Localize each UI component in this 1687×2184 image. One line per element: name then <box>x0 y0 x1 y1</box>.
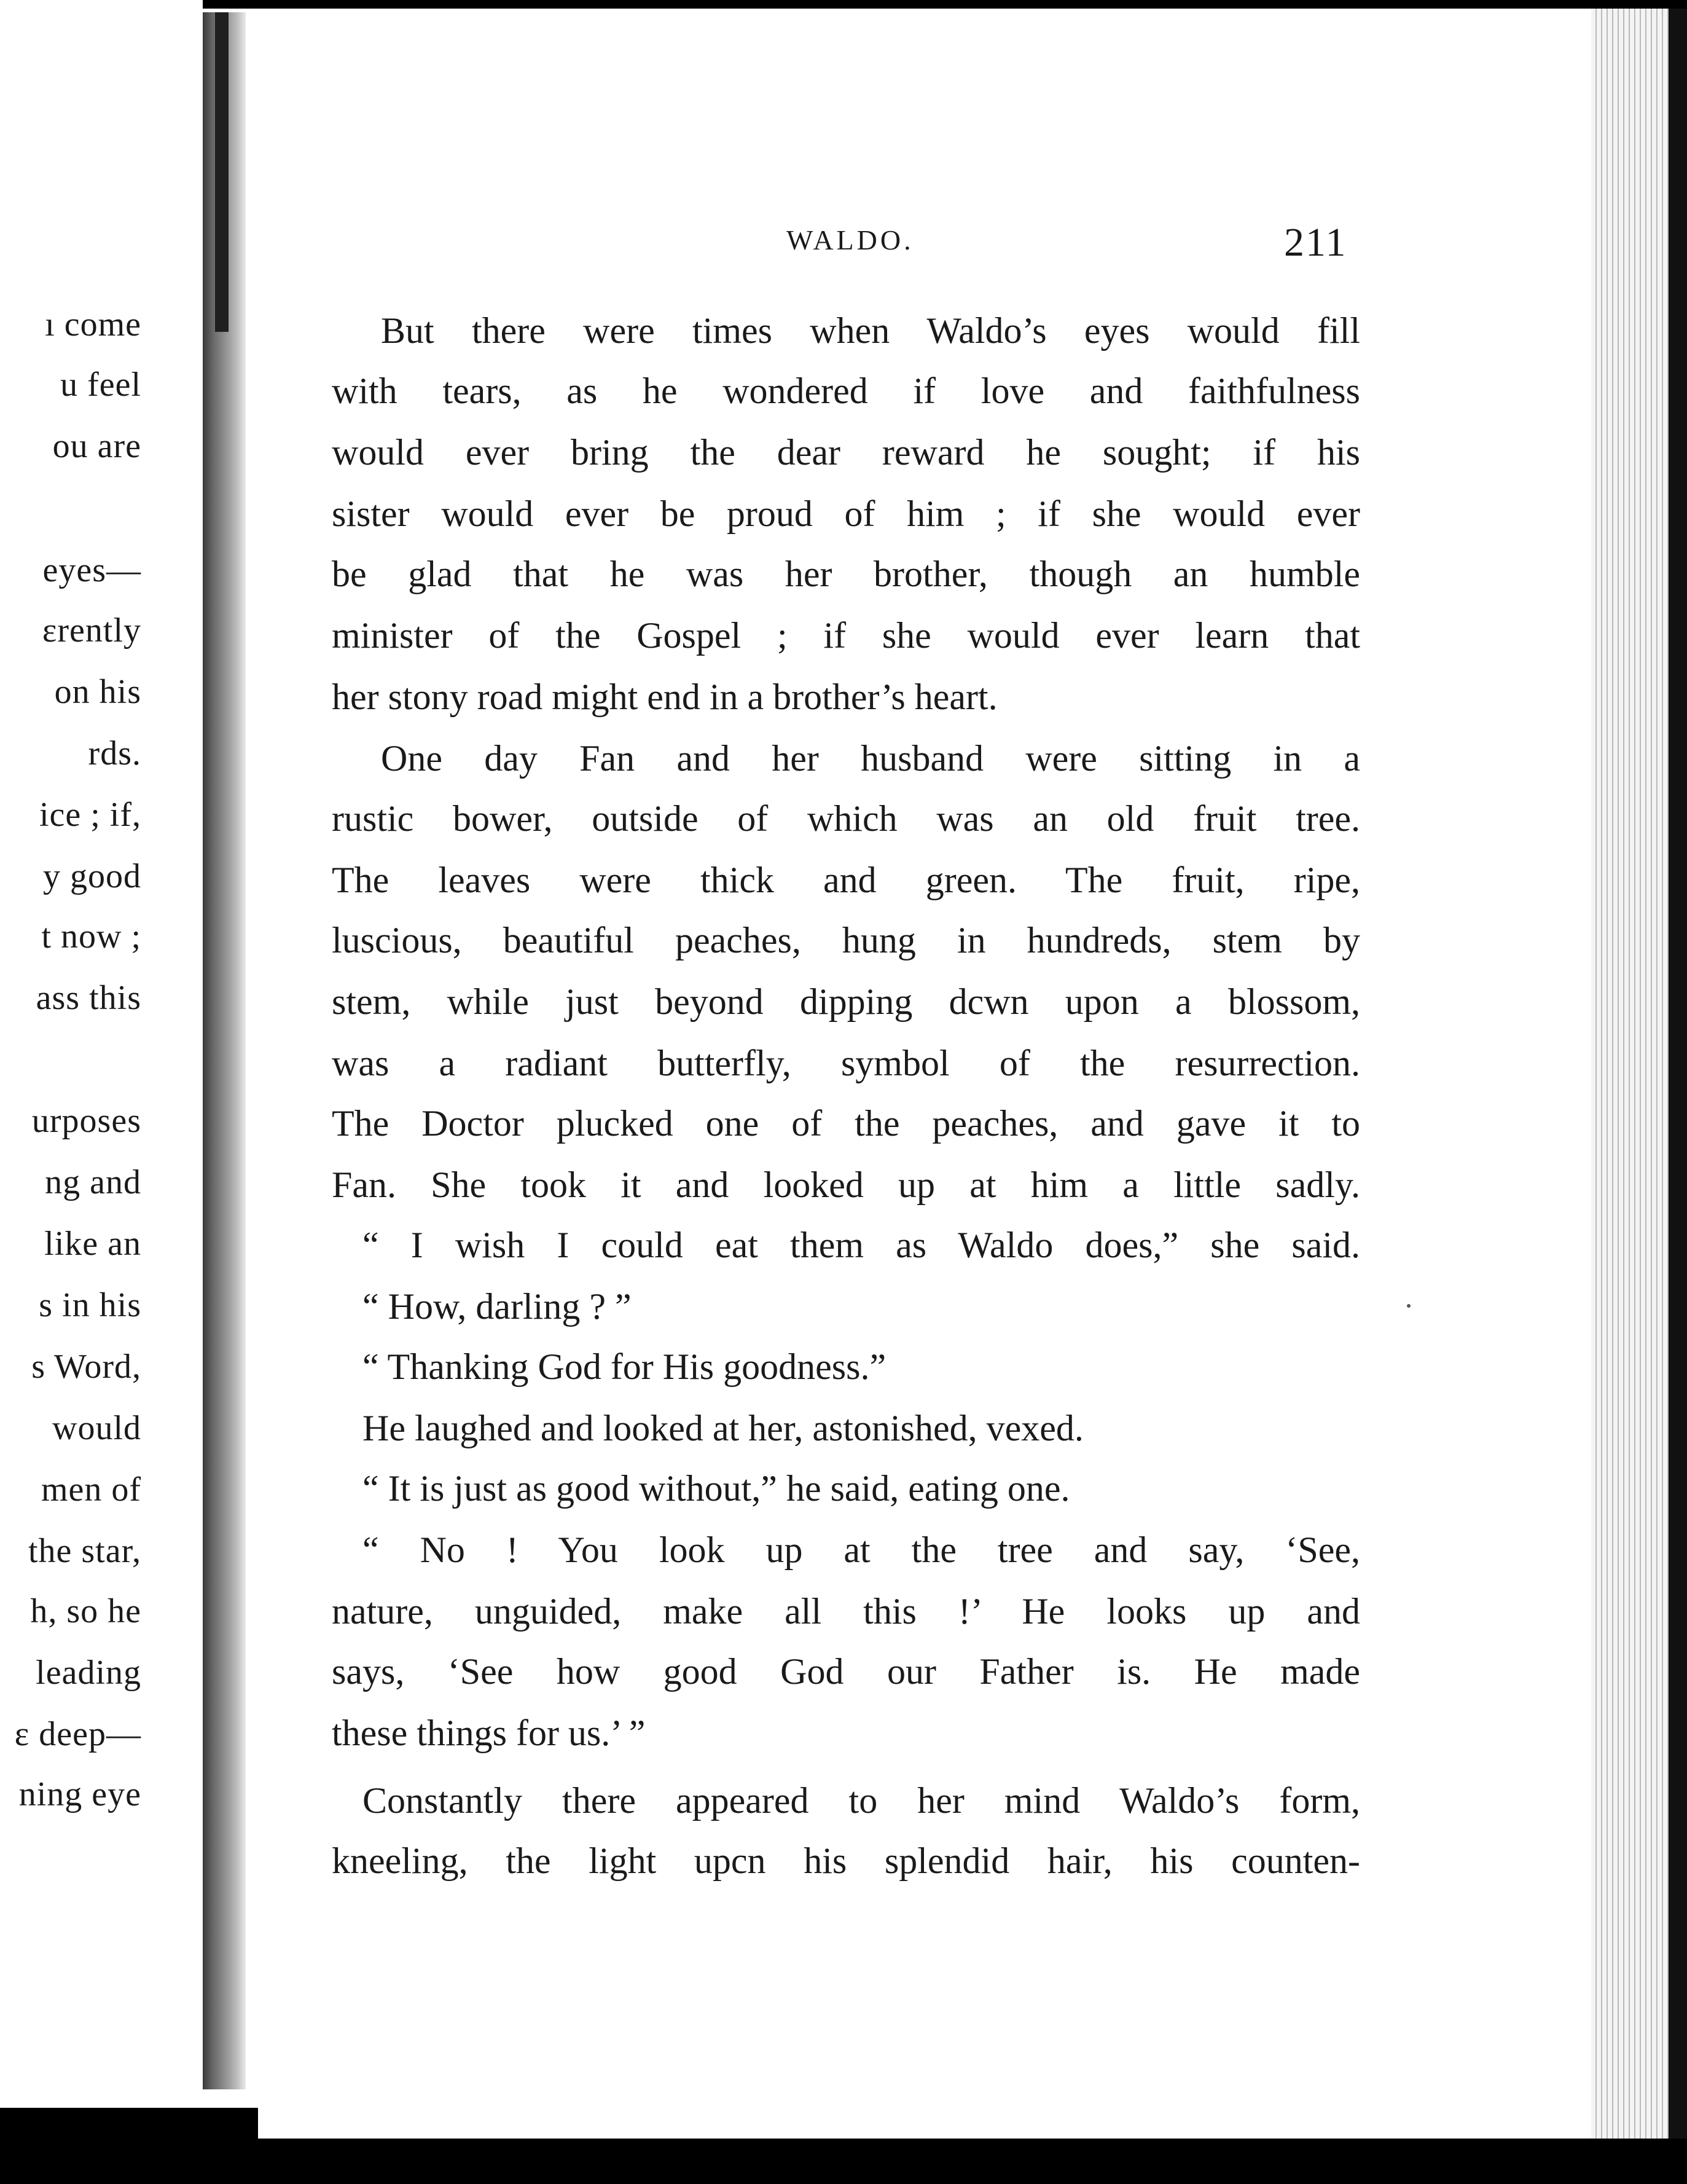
body-line: “ It is just as good without,” he said, eating one. <box>362 1468 1070 1509</box>
body-line: says, ‘See how good God our Father is. He made <box>332 1651 1360 1692</box>
left-page-line: t now ; <box>41 917 141 956</box>
previous-page-fragment <box>0 0 203 2184</box>
left-page-line: rds. <box>88 734 141 772</box>
left-page-line: ɛ deep— <box>14 1715 141 1753</box>
left-page-line: the star, <box>28 1532 141 1570</box>
body-line: be glad that he was her brother, though an humble <box>332 554 1360 594</box>
left-page-line: would <box>52 1409 141 1447</box>
left-page-line: ng and <box>45 1163 141 1201</box>
page-number: 211 <box>1284 220 1347 265</box>
left-page-line: ning eye <box>18 1775 141 1813</box>
body-line: One day Fan and her husband were sitting in a <box>381 738 1360 779</box>
left-page-line: men of <box>41 1471 141 1509</box>
left-page-line: ɛrently <box>42 611 141 650</box>
left-page-line: h, so he <box>30 1592 141 1630</box>
left-page-line: on his <box>54 673 141 711</box>
left-page-line: ou are <box>52 427 141 465</box>
left-page-line: leading <box>36 1654 141 1692</box>
body-line: kneeling, the light upcn his splendid hair, his counten- <box>332 1840 1360 1881</box>
body-line: was a radiant butterfly, symbol of the resurrection. <box>332 1043 1360 1083</box>
body-line: with tears, as he wondered if love and faithfulness <box>332 371 1360 411</box>
body-line: nature, unguided, make all this !’ He looks up and <box>332 1591 1360 1632</box>
running-head: WALDO. <box>786 224 914 256</box>
scan-bottom-left-shadow <box>0 2108 258 2139</box>
left-page-line: ass this <box>36 979 141 1017</box>
left-page-line: y good <box>43 857 141 895</box>
body-line: her stony road might end in a brother’s heart. <box>332 677 998 717</box>
body-line: rustic bower, outside of which was an old fruit tree. <box>332 798 1360 839</box>
left-page-line: ice ; if, <box>39 796 141 834</box>
body-line: stem, while just beyond dipping dcwn upon a blossom, <box>332 981 1360 1022</box>
body-line: sister would ever be proud of him ; if she would ever <box>332 493 1360 534</box>
body-line: these things for us.’ ” <box>332 1713 646 1753</box>
body-line: But there were times when Waldo’s eyes would fill <box>381 310 1360 351</box>
left-page-line: u feel <box>60 366 141 404</box>
scan-right-border <box>1669 9 1687 2139</box>
scan-speck <box>1407 1304 1411 1308</box>
body-line: “ I wish I could eat them as Waldo does,” she said. <box>362 1225 1360 1265</box>
body-line: The Doctor plucked one of the peaches, and gave it to <box>332 1103 1360 1144</box>
scan-bottom-border <box>0 2139 1687 2184</box>
body-line: “ No ! You look up at the tree and say, ‘See, <box>362 1530 1360 1570</box>
body-line: He laughed and looked at her, astonished, vexed. <box>362 1408 1084 1448</box>
book-gutter-dark-band <box>215 12 229 332</box>
left-page-line: s in his <box>39 1286 141 1324</box>
body-line: luscious, beautiful peaches, hung in hundreds, stem by <box>332 920 1360 960</box>
body-line: would ever bring the dear reward he sought; if his <box>332 432 1360 473</box>
left-page-line: s Word, <box>31 1348 141 1386</box>
body-line: “ How, darling ? ” <box>362 1286 632 1327</box>
left-page-line: urposes <box>31 1102 141 1140</box>
body-line: minister of the Gospel ; if she would ever learn that <box>332 615 1360 656</box>
left-page-line: like an <box>44 1225 141 1263</box>
left-page-line: ı come <box>45 305 141 344</box>
body-line: “ Thanking God for His goodness.” <box>362 1346 887 1387</box>
body-line: Fan. She took it and looked up at him a little sadly. <box>332 1165 1360 1205</box>
left-page-line: eyes— <box>42 551 141 589</box>
body-line: Constantly there appeared to her mind Waldo’s form, <box>362 1780 1360 1821</box>
scan-top-border <box>0 0 1687 9</box>
body-line: The leaves were thick and green. The fruit, ripe, <box>332 860 1360 900</box>
